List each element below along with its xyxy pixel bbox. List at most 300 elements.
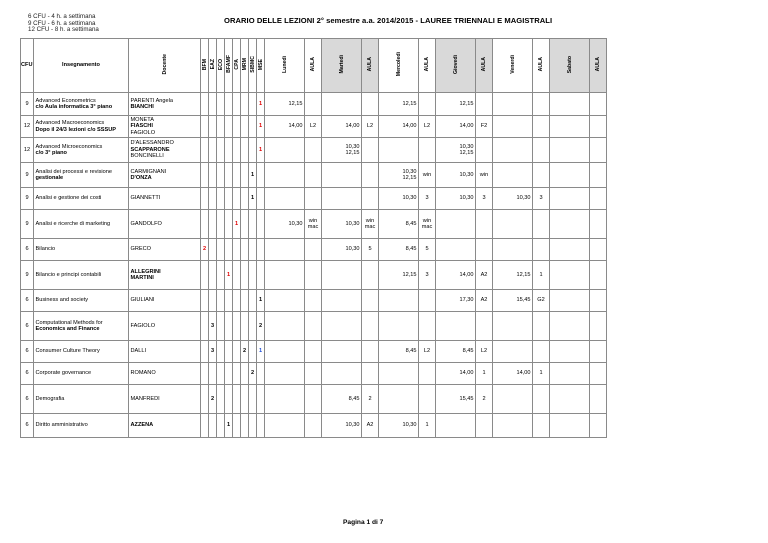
time-cell (379, 385, 419, 414)
program-cell (201, 414, 209, 438)
program-cell (201, 363, 209, 385)
program-year-mark: 1 (250, 195, 255, 202)
course-cell (34, 210, 129, 239)
time-cell (322, 116, 362, 138)
room-cell (419, 414, 436, 438)
header-bfm (201, 39, 209, 93)
program-cell (241, 414, 249, 438)
room-cell (305, 116, 322, 138)
program-cell (257, 363, 265, 385)
program-cell (217, 163, 225, 188)
cfu-cell (21, 93, 34, 116)
room-cell (305, 385, 322, 414)
room-cell (476, 341, 493, 363)
room-cell-text: L2 (309, 123, 317, 130)
program-cell (201, 138, 209, 163)
header-mercoledi (379, 39, 419, 93)
room-cell (362, 363, 379, 385)
legend-line: 12 CFU - 8 h. a settimana (28, 26, 99, 34)
time-cell-text: 8,45 (405, 348, 417, 355)
teacher-cell-text: CARMIGNANI (130, 168, 167, 175)
time-cell (493, 138, 533, 163)
room-cell (590, 261, 607, 290)
room-cell (305, 341, 322, 363)
program-cell (233, 363, 241, 385)
room-cell-text: 5 (368, 246, 372, 253)
program-cell (241, 385, 249, 414)
room-cell (476, 93, 493, 116)
time-cell (550, 163, 590, 188)
program-cell (225, 239, 233, 261)
room-cell (419, 116, 436, 138)
course-cell (34, 363, 129, 385)
table-row (21, 312, 607, 341)
cfu-cell (21, 312, 34, 341)
program-year-mark: 1 (258, 100, 263, 107)
room-cell (590, 341, 607, 363)
program-cell (249, 290, 257, 312)
course-cell-text: Advanced Microeconomics (35, 143, 103, 150)
program-cell (201, 290, 209, 312)
program-cell (209, 385, 217, 414)
course-cell (34, 93, 129, 116)
room-cell (305, 163, 322, 188)
program-cell (201, 93, 209, 116)
time-cell (436, 188, 476, 210)
header-bfm-label: BFM (201, 58, 208, 70)
room-cell (305, 290, 322, 312)
table-row (21, 385, 607, 414)
program-cell (217, 239, 225, 261)
course-cell (34, 163, 129, 188)
course-cell-text: Dopo il 24/3 lezioni c/o SSSUP (35, 126, 117, 133)
legend-line: 9 CFU - 6 h. a settimana (28, 19, 96, 27)
program-cell (233, 116, 241, 138)
program-cell (233, 341, 241, 363)
time-cell-text: 12,15 (516, 271, 531, 278)
program-cell (209, 341, 217, 363)
time-cell (550, 290, 590, 312)
cfu-cell-text: 6 (25, 422, 29, 429)
program-cell (249, 261, 257, 290)
room-cell (362, 138, 379, 163)
room-cell-text: L2 (423, 123, 431, 130)
time-cell (436, 163, 476, 188)
header-sibmc-label: SIBMC (249, 55, 256, 73)
room-cell (476, 414, 493, 438)
room-cell (590, 385, 607, 414)
program-cell (225, 261, 233, 290)
program-cell (201, 163, 209, 188)
time-cell-text: 12,15 (288, 100, 303, 107)
program-cell (217, 188, 225, 210)
program-cell (257, 93, 265, 116)
time-cell (436, 341, 476, 363)
room-cell (476, 312, 493, 341)
room-cell (362, 239, 379, 261)
time-cell (322, 290, 362, 312)
program-cell (209, 363, 217, 385)
time-cell (379, 312, 419, 341)
program-cell (249, 210, 257, 239)
room-cell (419, 363, 436, 385)
program-cell (217, 210, 225, 239)
room-cell (419, 188, 436, 210)
teacher-cell-text: PARENTI Angela (130, 97, 173, 104)
time-cell-text: 15,45 (459, 395, 474, 402)
program-cell (233, 385, 241, 414)
program-cell (249, 188, 257, 210)
header-venerdi (493, 39, 533, 93)
time-cell (493, 261, 533, 290)
room-cell (476, 261, 493, 290)
program-cell (209, 312, 217, 341)
cfu-cell-text: 9 (25, 220, 29, 227)
course-cell (34, 290, 129, 312)
table-row (21, 163, 607, 188)
room-cell-text: L2 (480, 348, 488, 355)
program-year-mark: 1 (234, 220, 239, 227)
time-cell-text: 12,15 (345, 150, 360, 156)
time-cell (379, 138, 419, 163)
header-docente-label: Docente (161, 54, 168, 75)
program-cell (217, 363, 225, 385)
cfu-cell-text: 9 (25, 171, 29, 178)
program-cell (249, 414, 257, 438)
time-cell-text: 10,30 (288, 220, 303, 227)
program-cell (225, 210, 233, 239)
room-cell (419, 385, 436, 414)
course-cell-text: Advanced Econometrics (35, 97, 96, 104)
room-cell (533, 163, 550, 188)
room-cell (362, 93, 379, 116)
room-cell-text: mac (307, 224, 319, 230)
teacher-cell (129, 116, 201, 138)
time-cell (493, 188, 533, 210)
cfu-cell (21, 290, 34, 312)
time-cell (322, 363, 362, 385)
time-cell (550, 261, 590, 290)
room-cell (476, 363, 493, 385)
time-cell-text: 10,30 (345, 143, 360, 150)
room-cell (590, 210, 607, 239)
room-cell (362, 188, 379, 210)
course-cell-text: Analisi dei processi e revisione (35, 168, 112, 175)
teacher-cell-text: ALLEGRINI (130, 268, 161, 275)
time-cell (550, 116, 590, 138)
room-cell (590, 239, 607, 261)
program-cell (249, 363, 257, 385)
teacher-cell (129, 312, 201, 341)
header-mse (257, 39, 265, 93)
teacher-cell-text: MONETA (130, 116, 155, 123)
header-aula-label: AULA (310, 57, 316, 72)
program-cell (233, 312, 241, 341)
program-cell (209, 414, 217, 438)
header-aula-label: AULA (538, 57, 544, 72)
room-cell (476, 163, 493, 188)
teacher-cell-text: GIULIANI (130, 297, 155, 304)
room-cell-text: 1 (539, 271, 543, 278)
program-cell (249, 138, 257, 163)
header-lunedi (265, 39, 305, 93)
program-year-mark: 1 (226, 271, 231, 278)
room-cell (476, 385, 493, 414)
program-cell (233, 93, 241, 116)
room-cell (362, 414, 379, 438)
cfu-cell-text: 6 (25, 370, 29, 377)
program-cell (257, 312, 265, 341)
time-cell (379, 261, 419, 290)
room-cell (305, 239, 322, 261)
program-cell (249, 116, 257, 138)
room-cell (476, 290, 493, 312)
course-cell-text: Consumer Culture Theory (35, 348, 100, 355)
program-cell (249, 93, 257, 116)
time-cell-text: 14,00 (459, 370, 474, 377)
cfu-cell (21, 414, 34, 438)
room-cell (419, 239, 436, 261)
program-cell (233, 188, 241, 210)
teacher-cell-text: GIANNETTI (130, 195, 161, 202)
program-cell (201, 210, 209, 239)
time-cell (265, 163, 305, 188)
time-cell (379, 414, 419, 438)
cfu-cell (21, 363, 34, 385)
teacher-cell-text: D'ONZA (130, 175, 152, 181)
time-cell-text: 10,30 (459, 171, 474, 178)
program-cell (225, 138, 233, 163)
program-cell (257, 341, 265, 363)
program-cell (201, 385, 209, 414)
program-cell (249, 312, 257, 341)
course-cell-text: Economics and Finance (35, 326, 100, 332)
program-cell (233, 138, 241, 163)
teacher-cell (129, 385, 201, 414)
time-cell (265, 261, 305, 290)
time-cell (265, 239, 305, 261)
program-year-mark: 2 (210, 395, 215, 402)
teacher-cell (129, 363, 201, 385)
header-aula-venerdi (533, 39, 550, 93)
course-cell-text: Bilancio (35, 246, 56, 253)
program-cell (257, 239, 265, 261)
header-sabato-label: Sabato (566, 55, 573, 73)
time-cell-text: 12,15 (459, 100, 474, 107)
cfu-cell-text: 12 (23, 123, 31, 130)
cfu-cell-text: 9 (25, 271, 29, 278)
room-cell (419, 261, 436, 290)
header-lunedi-label: Lunedì (281, 55, 288, 73)
course-cell (34, 188, 129, 210)
program-cell (241, 138, 249, 163)
program-cell (201, 239, 209, 261)
room-cell (590, 163, 607, 188)
program-year-mark: 1 (258, 146, 263, 153)
page-title: ORARIO DELLE LEZIONI 2° semestre a.a. 2014/2015 - LAUREE TRIENNALI E MAGISTRALI (224, 16, 553, 25)
cfu-cell-text: 6 (25, 348, 29, 355)
room-cell (533, 261, 550, 290)
room-cell (419, 341, 436, 363)
room-cell-text: 2 (368, 395, 372, 402)
room-cell-text: F2 (480, 123, 488, 130)
header-eco (217, 39, 225, 93)
program-cell (225, 188, 233, 210)
time-cell (322, 312, 362, 341)
header-aula-label: AULA (424, 57, 430, 72)
time-cell (265, 341, 305, 363)
time-cell (265, 188, 305, 210)
room-cell (305, 210, 322, 239)
program-cell (225, 290, 233, 312)
program-cell (257, 290, 265, 312)
header-aula-label: AULA (367, 57, 373, 72)
room-cell-text: 3 (482, 195, 486, 202)
time-cell (493, 312, 533, 341)
time-cell (436, 290, 476, 312)
time-cell (265, 385, 305, 414)
teacher-cell (129, 341, 201, 363)
time-cell (436, 239, 476, 261)
time-cell-text: 10,30 (345, 422, 360, 429)
program-cell (241, 261, 249, 290)
time-cell-text: 12,15 (459, 150, 474, 156)
header-sabato (550, 39, 590, 93)
time-cell-text: 10,30 (345, 246, 360, 253)
room-cell (590, 188, 607, 210)
time-cell (379, 239, 419, 261)
cfu-cell (21, 116, 34, 138)
room-cell-text: win (308, 217, 318, 224)
time-cell-text: 8,45 (348, 395, 360, 402)
program-cell (241, 290, 249, 312)
teacher-cell-text: AZZENA (130, 422, 154, 429)
time-cell (322, 414, 362, 438)
room-cell (305, 312, 322, 341)
course-cell-text: c/o 3° piano (35, 150, 67, 156)
program-cell (217, 138, 225, 163)
room-cell (476, 116, 493, 138)
table-row (21, 210, 607, 239)
program-year-mark: 1 (226, 422, 231, 429)
room-cell (533, 385, 550, 414)
header-cpa-label: CPA (233, 59, 240, 70)
time-cell (493, 385, 533, 414)
room-cell (476, 239, 493, 261)
program-cell (241, 363, 249, 385)
time-cell (379, 188, 419, 210)
room-cell (419, 163, 436, 188)
table-row (21, 414, 607, 438)
time-cell (436, 414, 476, 438)
legend-line: 6 CFU - 4 h. a settimana (28, 13, 96, 20)
program-year-mark: 2 (242, 348, 247, 355)
program-cell (209, 163, 217, 188)
time-cell-text: 14,00 (459, 123, 474, 130)
cfu-cell (21, 261, 34, 290)
teacher-cell-text: GRECO (130, 246, 152, 253)
course-cell-text: Corporate governance (35, 370, 92, 377)
room-cell-text: A2 (366, 422, 374, 429)
program-cell (241, 93, 249, 116)
time-cell-text: 10,30 (402, 195, 417, 202)
course-cell-text: Computational Methods for (35, 319, 103, 326)
teacher-cell (129, 210, 201, 239)
program-cell (249, 239, 257, 261)
course-cell (34, 261, 129, 290)
program-cell (257, 116, 265, 138)
time-cell (322, 188, 362, 210)
header-giovedi-label: Giovedì (452, 54, 459, 74)
room-cell (590, 116, 607, 138)
time-cell (493, 93, 533, 116)
program-year-mark: 3 (210, 348, 215, 355)
cfu-cell-text: 6 (25, 246, 29, 253)
program-cell (225, 363, 233, 385)
room-cell (362, 163, 379, 188)
time-cell (322, 93, 362, 116)
room-cell-text: 3 (425, 271, 429, 278)
time-cell-text: 10,30 (402, 168, 417, 175)
course-cell-text: Advanced Macroeconomics (35, 120, 105, 127)
course-cell-text: Bilancio e principi contabili (35, 271, 102, 278)
program-cell (257, 414, 265, 438)
table-row (21, 93, 607, 116)
program-cell (209, 261, 217, 290)
teacher-cell (129, 138, 201, 163)
course-cell-text: Analisi e ricerche di marketing (35, 220, 111, 227)
header-eco-label: ECO (217, 58, 224, 70)
program-cell (225, 341, 233, 363)
room-cell-text: 1 (425, 422, 429, 429)
teacher-cell (129, 290, 201, 312)
room-cell (362, 341, 379, 363)
program-year-mark: 1 (258, 297, 263, 304)
time-cell (550, 188, 590, 210)
room-cell-text: L2 (423, 348, 431, 355)
time-cell (379, 163, 419, 188)
program-cell (209, 116, 217, 138)
teacher-cell-text: MARTINI (130, 275, 154, 281)
room-cell (533, 116, 550, 138)
cfu-cell (21, 210, 34, 239)
time-cell (550, 414, 590, 438)
room-cell (305, 188, 322, 210)
time-cell (493, 163, 533, 188)
room-cell-text: 1 (482, 370, 486, 377)
time-cell-text: 10,30 (402, 422, 417, 429)
table-row (21, 261, 607, 290)
program-cell (225, 93, 233, 116)
time-cell-text: 15,45 (516, 297, 531, 304)
program-year-mark: 1 (258, 348, 263, 355)
header-eaz (209, 39, 217, 93)
room-cell (305, 414, 322, 438)
room-cell (305, 261, 322, 290)
room-cell (533, 312, 550, 341)
room-cell (305, 93, 322, 116)
time-cell (550, 341, 590, 363)
time-cell-text: 8,45 (405, 246, 417, 253)
program-cell (225, 163, 233, 188)
teacher-cell (129, 261, 201, 290)
table-row (21, 239, 607, 261)
header-cpa (233, 39, 241, 93)
time-cell (550, 385, 590, 414)
course-cell-text: c/o Aula informatica 3° piano (35, 104, 113, 110)
room-cell (362, 385, 379, 414)
time-cell-text: 10,30 (459, 143, 474, 150)
